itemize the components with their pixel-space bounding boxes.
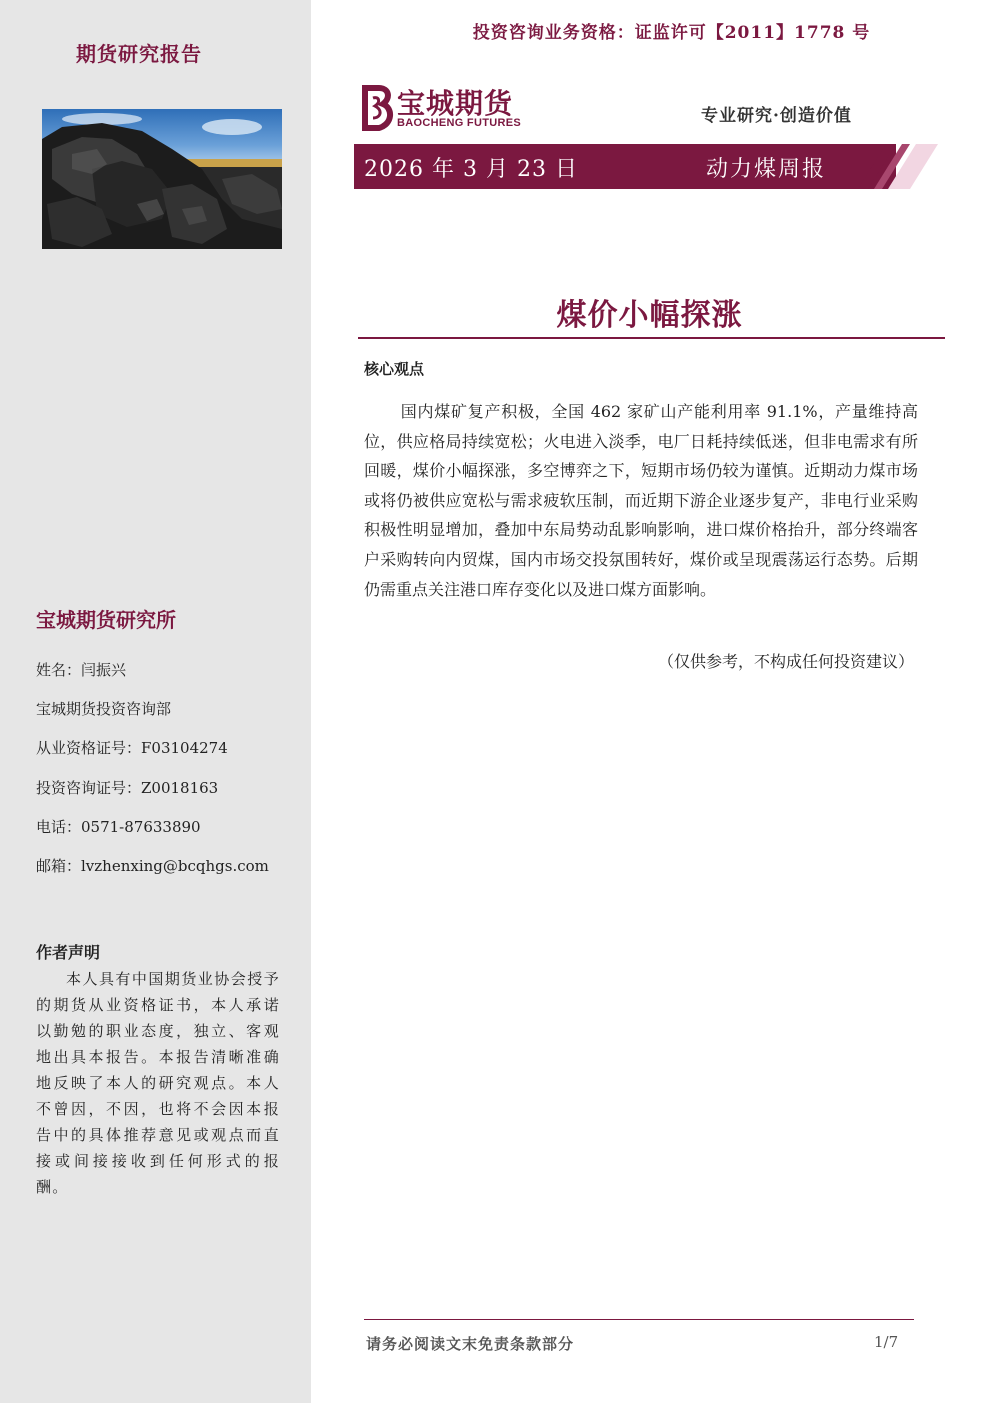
author-statement-text: 本人具有中国期货业协会授予的期货从业资格证书，本人承诺以勤勉的职业态度，独立、客观地出具本报告。本报告清晰准确地反映了本人的研究观点。本人不曾因，不因，也将不会因本报告中的具体推荐意见或观点而直接或间接接收到任何形式的报酬。 (36, 970, 280, 1196)
consulting-number: 投资咨询证号：Z0018163 (36, 778, 219, 797)
logo-text-cn: 宝城期货 (397, 87, 514, 120)
core-view-paragraph: 国内煤矿复产积极，全国 462 家矿山产能利用率 91.1%，产量维持高位，供应格局持续宽松；火电进入淡季，电厂日耗持续低迷，但非电需求有所回暖，煤价小幅探涨，多空博弈之下，短期市场仍较为谨慎。近期动力煤市场或将仍被供应宽松与需求疲软压制，而近期下游企业逐步复产，非电行业采购积极性明显增加，叠加中东局势动乱影响影响，进口煤价格抬升，部分终端客户采购转向内贸煤，国内市场交投氛围转好，煤价或呈现震荡运行态势。后期仍需重点关注港口库存变化以及进口煤方面影响。 (364, 402, 918, 599)
institute-name: 宝城期货研究所 (36, 608, 176, 632)
logo-text-en: BAOCHENG FUTURES (397, 117, 521, 129)
report-title: 煤价小幅探涨 (556, 298, 743, 333)
report-date: 2026 年 3 月 23 日 (364, 157, 578, 182)
section-heading-core-view: 核心观点 (364, 360, 425, 378)
qualification-number: 从业资格证号：F03104274 (36, 739, 228, 758)
footer-notice: 请务必阅读文末免责条款部分 (366, 1335, 575, 1353)
analyst-info (36, 659, 269, 894)
email-link[interactable]: 邮箱：lvzhenxing@bcqhgs.com (36, 856, 269, 875)
report-type-label: 期货研究报告 (76, 42, 202, 66)
page-number: 1/7 (874, 1333, 899, 1351)
company-logo (359, 84, 529, 134)
title-divider (358, 337, 945, 339)
author-statement-title: 作者声明 (36, 943, 101, 962)
analyst-name: 姓名：闫振兴 (36, 661, 127, 679)
logo-mark-icon (359, 84, 395, 132)
report-name: 动力煤周报 (706, 157, 827, 182)
disclaimer-note: （仅供参考，不构成任何投资建议） (657, 652, 914, 671)
phone: 电话：0571-87633890 (36, 817, 201, 836)
header-banner (354, 144, 896, 189)
analyst-department: 宝城期货投资咨询部 (36, 700, 172, 719)
footer-divider (364, 1319, 914, 1320)
banner-stripes-decoration (858, 144, 942, 189)
coal-photo (42, 109, 282, 249)
license-line: 投资咨询业务资格：证监许可【2011】1778 号 (472, 23, 871, 43)
slogan: 专业研究·创造价值 (701, 106, 852, 126)
